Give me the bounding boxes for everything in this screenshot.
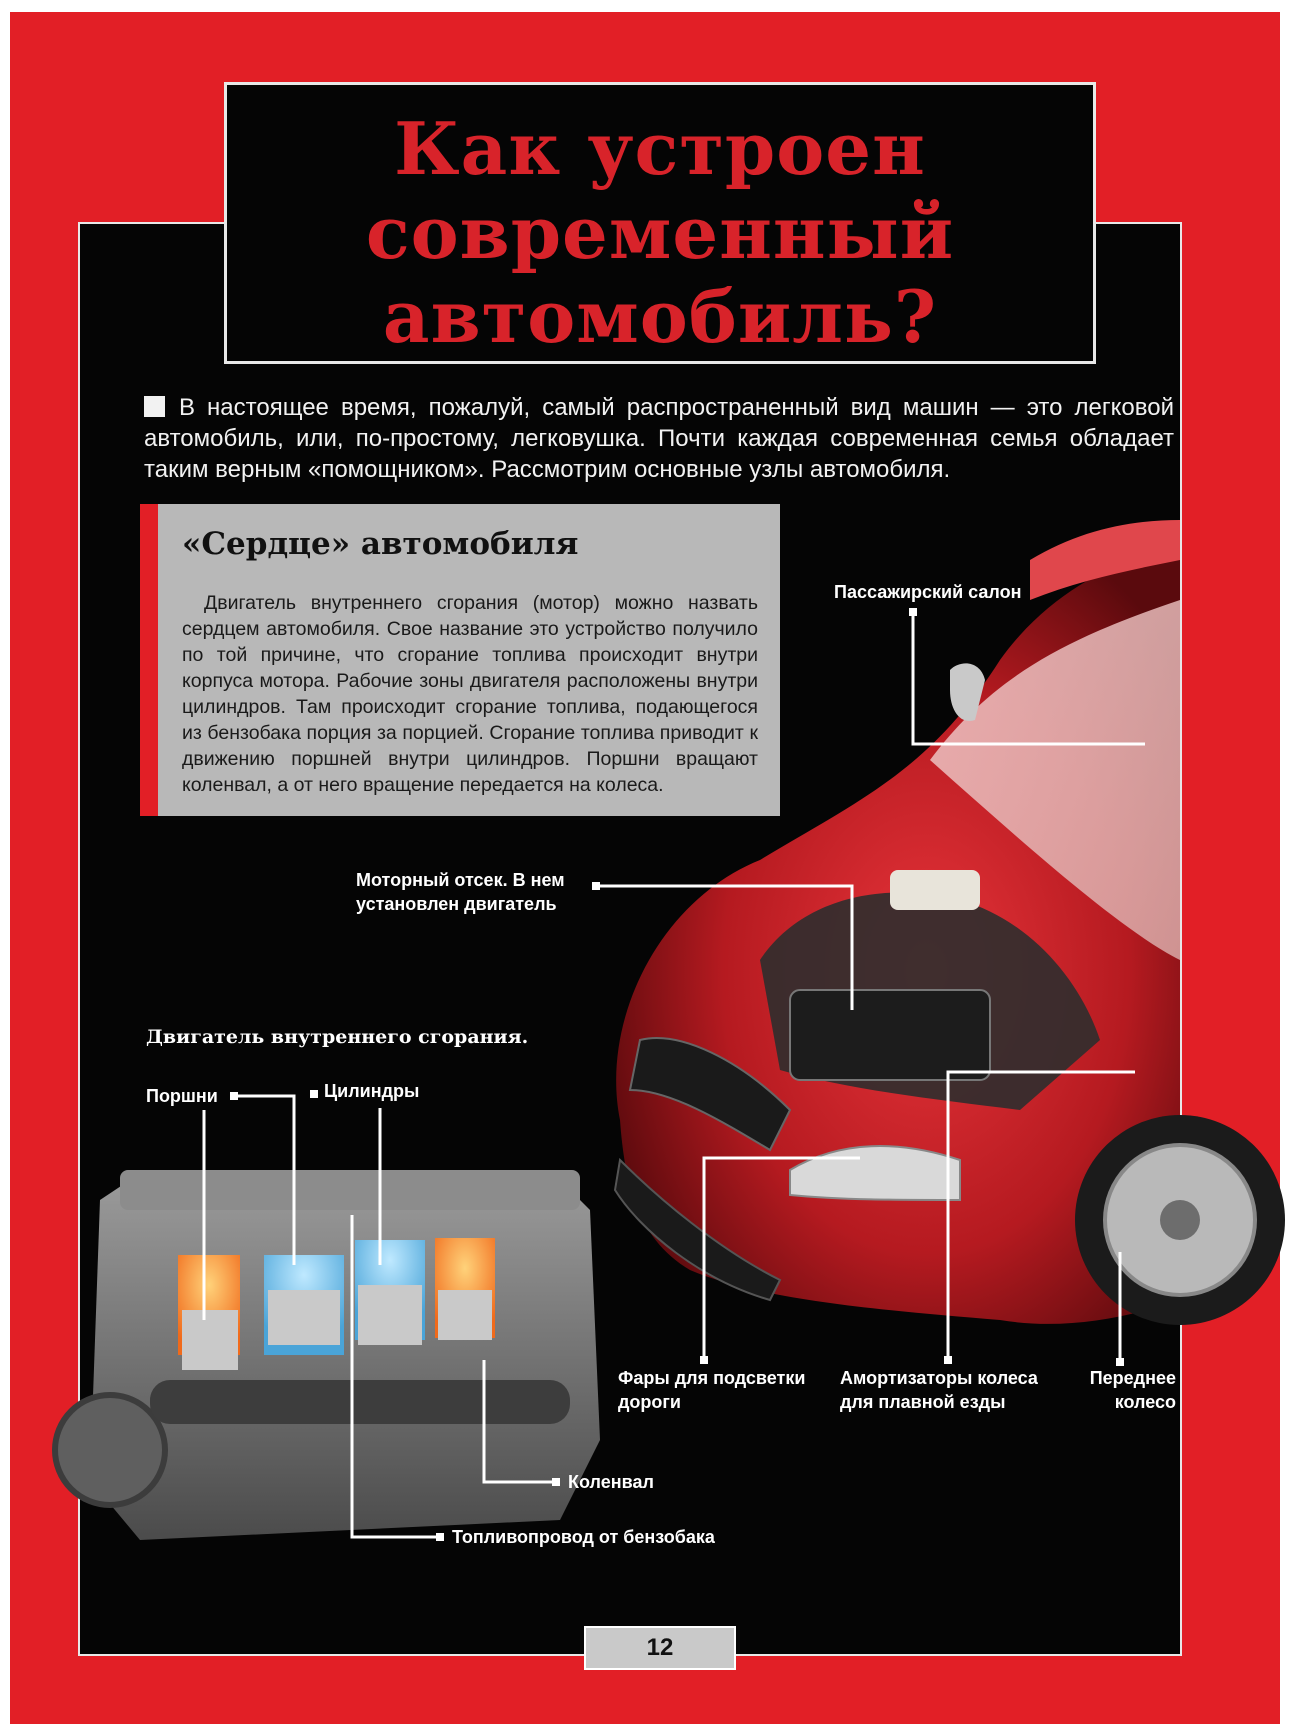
engine-block-car — [790, 990, 990, 1080]
page-number: 12 — [584, 1626, 736, 1670]
label-shocks: Амортизаторы колеса для плавной езды — [840, 1368, 1038, 1412]
engine-block — [90, 1180, 600, 1540]
cylinder-head — [120, 1170, 580, 1210]
piston-3 — [358, 1285, 422, 1345]
heart-sidebar — [140, 504, 780, 816]
piston-4 — [438, 1290, 492, 1340]
engine-caption: Двигатель внутреннего сгорания. — [146, 1026, 529, 1048]
engine-illustration — [55, 1170, 600, 1540]
intro-text: В настоящее время, пожалуй, самый распространенный вид машин — это легковой автомобиль, или, по-простому, легковушка. Почти каждая современная семья обладает таким верным «помощником». Рассмотрим основные узлы автомобиля. — [144, 394, 1174, 483]
title-box — [224, 82, 1096, 364]
square-bullet-icon — [144, 396, 165, 417]
piston-2 — [268, 1290, 340, 1345]
page-title — [227, 107, 1093, 359]
label-front-wheel: Переднее колесо — [1089, 1368, 1176, 1412]
title-line-1: Как устроен — [394, 106, 926, 191]
label-engine-bay: Моторный отсек. В нем установлен двигатель — [356, 870, 565, 914]
wheel-hub — [1160, 1200, 1200, 1240]
label-cabin: Пассажирский салон — [834, 582, 1022, 602]
heart-title: «Сердце» автомобиля — [182, 526, 579, 562]
title-line-3: автомобиль? — [382, 274, 938, 359]
piston-1 — [182, 1310, 238, 1370]
label-fuel-line: Топливопровод от бензобака — [452, 1527, 715, 1547]
flywheel — [55, 1395, 165, 1505]
label-cylinders: Цилиндры — [324, 1081, 420, 1101]
crankshaft-shape — [150, 1380, 570, 1424]
label-headlights: Фары для подсветки дороги — [618, 1368, 806, 1412]
title-line-2: современный — [365, 190, 955, 275]
reservoir — [890, 870, 980, 910]
intro-paragraph — [144, 392, 1174, 485]
label-pistons: Поршни — [146, 1086, 218, 1106]
heart-body: Двигатель внутреннего сгорания (мотор) можно назвать сердцем автомобиля. Свое название это устройство получило по той причине, что сгорание топлива происходит внутри корпуса мотора. Рабочие зоны двигателя расположены внутри цилиндров. Там происходит сгорание топлива, подающегося из бензобака порция за порцией. Сгорание топлива приводит к движению поршней внутри цилиндров. Поршни вращают коленвал, а от него вращение передается на колеса. — [182, 592, 758, 796]
label-crankshaft: Коленвал — [568, 1472, 654, 1492]
